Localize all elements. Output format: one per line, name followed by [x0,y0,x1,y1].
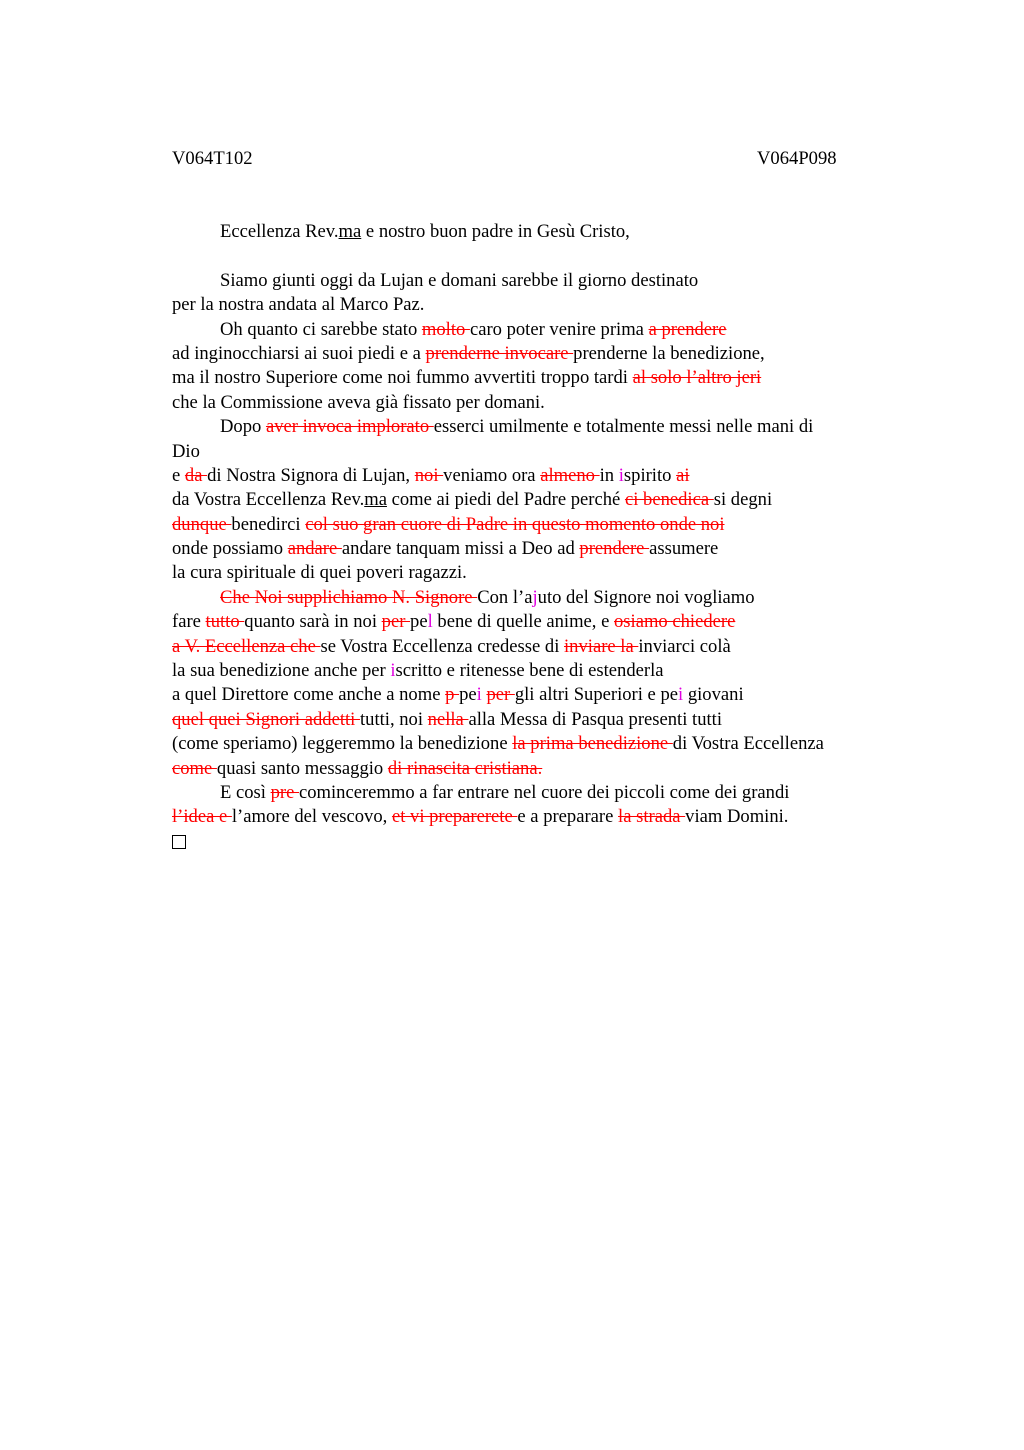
deleted-text: per [381,611,411,633]
text-run: fare [172,611,206,633]
deleted-text: l’idea e [172,806,232,828]
deleted-text: dunque [172,513,232,535]
text-run: veniamo ora [443,464,541,486]
text-run: in [599,464,619,486]
text-run: quanto sarà in noi [244,611,382,633]
text-line-23 [172,805,912,829]
text-line-13: la cura spirituale di quei poveri ragazzi. [172,562,467,584]
text-run: Con l’a [477,586,533,608]
text-run: pe [459,684,477,706]
deleted-text: per [486,684,515,706]
deleted-text: di rinascita cristiana. [387,757,543,779]
text-run: benedirci [231,513,306,535]
text-run: l’amore del vescovo, [231,806,392,828]
inserted-text: i [678,684,684,706]
text-line-22 [172,781,912,805]
deleted-text: a V. Eccellenza che [172,635,321,657]
text-line-12 [172,537,912,561]
text-run: bene di quelle anime, e [432,611,614,633]
text-line-21 [172,757,912,781]
text-run: e a preparare [517,806,619,828]
deleted-text: pre [270,781,299,803]
text-run: gli altri Superiori e pe [514,684,679,706]
text-run: pe [410,611,428,633]
inserted-text: l [427,611,433,633]
text-run: di Nostra Signora di Lujan, [207,464,415,486]
text-run: se Vostra Eccellenza credesse di [320,635,565,657]
deleted-text: quel quei Signori addetti [172,708,360,730]
salutation-line [172,220,912,244]
text-run: esserci umilmente e totalmente messi nelle mani di [433,416,814,438]
end-square-icon [172,835,186,849]
text-line-3 [172,318,912,342]
salutation-abbr: ma [338,221,362,242]
deleted-text: osiamo chiedere [614,611,736,633]
inserted-text: i [390,660,396,682]
text-line-14 [172,586,912,610]
text-run: ma il nostro Superiore come noi fummo avvertiti troppo tardi [172,367,633,389]
deleted-text: ai [676,464,690,486]
text-line-18 [172,683,912,707]
deleted-text: molto [421,318,470,340]
deleted-text: nella [427,708,469,730]
text-run: assumere [649,538,719,560]
text-run: tutti, noi [359,708,428,730]
text-line-6: che la Commissione aveva già fissato per domani. [172,391,545,413]
inserted-text: i [618,464,624,486]
text-run: viam Domini. [685,806,789,828]
deleted-text: da [184,464,208,486]
text-run: da Vostra Eccellenza Rev. [172,489,365,511]
text-run: andare tanquam missi a Deo ad [341,538,580,560]
text-line-2: per la nostra andata al Marco Paz. [172,294,425,316]
deleted-text: la prima benedizione [512,733,673,755]
text-line-7 [172,415,912,439]
text-run: Dopo [220,416,266,438]
text-line-17 [172,659,912,683]
text-line-10 [172,488,912,512]
deleted-text: come [172,757,217,779]
text-line-4 [172,342,912,366]
text-run: di Vostra Eccellenza [672,733,824,755]
deleted-text: aver invoca implorato [265,416,434,438]
deleted-text: Che Noi supplichiamo N. Signore [220,586,478,608]
text-line-16 [172,635,912,659]
text-line-20 [172,732,912,756]
deleted-text: ci benedica [624,489,714,511]
text-run: cominceremmo a far entrare nel cuore dei piccoli come dei grandi [299,781,790,803]
text-run: e [172,464,185,486]
text-run: (come speriamo) leggeremmo la benedizione [172,733,513,755]
inserted-text: i [476,684,482,706]
salutation-text: Eccellenza Rev. [220,221,339,242]
document-code-right: V064P098 [757,148,837,169]
text-line-5 [172,366,912,390]
salutation-text: e nostro buon padre in Gesù Cristo, [361,221,630,242]
text-run: prenderne la benedizione, [573,342,765,364]
text-run: onde possiamo [172,538,288,560]
text-run: quasi santo messaggio [216,757,388,779]
deleted-text: noi [414,464,444,486]
deleted-text: tutto [205,611,245,633]
text-run: E così [220,781,271,803]
deleted-text: prenderne invocare [425,342,574,364]
abbr-text: ma [364,489,387,511]
text-run: caro poter venire prima [469,318,649,340]
text-line-8: Dio [172,440,200,462]
text-run: come ai piedi del Padre perché [386,489,625,511]
deleted-text: prendere [579,538,650,560]
deleted-text: almeno [540,464,600,486]
text-run: spirito [623,464,677,486]
text-run: ad inginocchiarsi ai suoi piedi e a [172,342,426,364]
deleted-text: andare [287,538,342,560]
deleted-text: inviare la [564,635,639,657]
deleted-text: p [445,684,460,706]
deleted-text: et vi preparerete [391,806,518,828]
text-line-1: Siamo giunti oggi da Lujan e domani sarebbe il giorno destinato [220,269,699,291]
deleted-text: al solo l’altro jeri [632,367,762,389]
inserted-text: j [532,586,538,608]
paragraph-gap [172,244,912,268]
text-run: alla Messa di Pasqua presenti tutti [468,708,723,730]
end-marker-line [172,830,912,854]
text-line-9 [172,464,912,488]
text-line-19 [172,708,912,732]
text-run: la sua benedizione anche per [172,660,391,682]
letter-body [172,220,912,854]
text-run: inviarci colà [638,635,731,657]
text-line-15 [172,610,912,634]
text-run: giovani [683,684,744,706]
text-line-11 [172,513,912,537]
deleted-text: la strada [618,806,686,828]
text-run: si degni [713,489,773,511]
document-code-left: V064T102 [172,148,253,169]
deleted-text: col suo gran cuore di Padre in questo momento onde noi [305,513,725,535]
text-run: uto del Signore noi vogliamo [537,586,755,608]
text-run: Oh quanto ci sarebbe stato [220,318,422,340]
text-run: a quel Direttore come anche a nome [172,684,446,706]
text-run: scritto e ritenesse bene di estenderla [395,660,664,682]
deleted-text: a prendere [648,318,727,340]
